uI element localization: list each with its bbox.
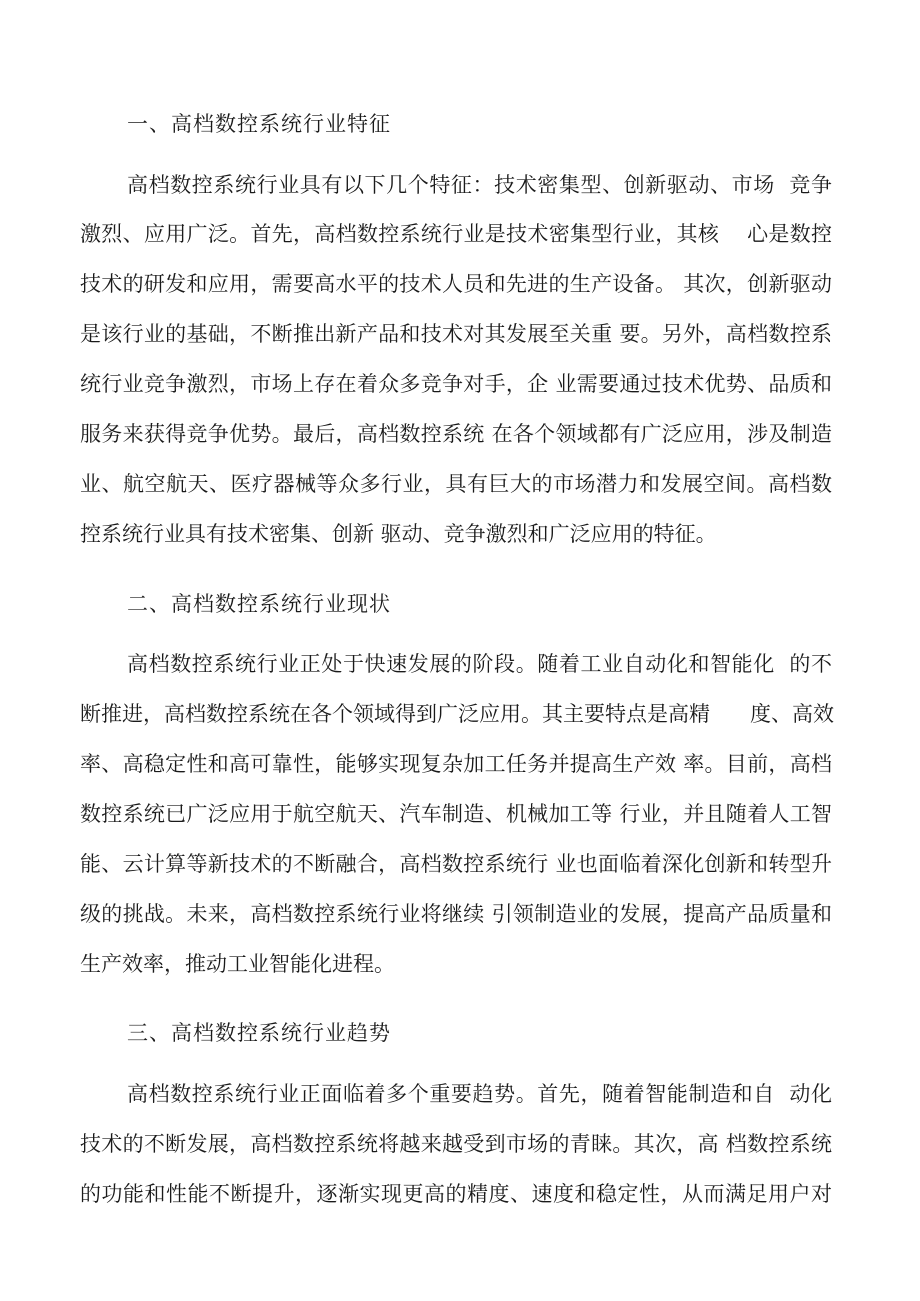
section-1-line-2: 激烈、应用广泛。首先，高档数控系统行业是技术密集型行业，其核 心是数控 bbox=[80, 222, 832, 246]
section-1-line-1: 高档数控系统行业具有以下几个特征：技术密集型、创新驱动、市场 竞争 bbox=[127, 173, 832, 197]
section-2-line-4: 数控系统已广泛应用于航空航天、汽车制造、机械加工等 行业，并且随着人工智 bbox=[80, 802, 832, 826]
section-1-heading: 一、高档数控系统行业特征 bbox=[127, 112, 391, 136]
section-1-line-3: 技术的研发和应用，需要高水平的技术人员和先进的生产设备。 其次，创新驱动 bbox=[80, 272, 832, 296]
section-2-line-2: 断推进，高档数控系统在各个领域得到广泛应用。其主要特点是高精 度、高效 bbox=[80, 702, 835, 726]
section-1-line-7: 业、航空航天、医疗器械等众多行业，具有巨大的市场潜力和发展空间。高档数 bbox=[80, 472, 832, 496]
section-3-heading: 三、高档数控系统行业趋势 bbox=[127, 1021, 391, 1045]
section-3-line-1: 高档数控系统行业正面临着多个重要趋势。首先，随着智能制造和自 动化 bbox=[127, 1082, 832, 1106]
section-3-line-3: 的功能和性能不断提升，逐渐实现更高的精度、速度和稳定性，从而满足用户对 bbox=[80, 1182, 832, 1206]
section-2-line-7: 生产效率，推动工业智能化进程。 bbox=[80, 952, 395, 976]
section-2-heading: 二、高档数控系统行业现状 bbox=[127, 592, 391, 616]
section-2-line-6: 级的挑战。未来，高档数控系统行业将继续 引领制造业的发展，提高产品质量和 bbox=[80, 902, 832, 926]
section-2-line-5: 能、云计算等新技术的不断融合，高档数控系统行 业也面临着深化创新和转型升 bbox=[80, 852, 832, 876]
section-2-line-1: 高档数控系统行业正处于快速发展的阶段。随着工业自动化和智能化 的不 bbox=[127, 652, 832, 676]
section-3-line-2: 技术的不断发展，高档数控系统将越来越受到市场的青睐。其次，高 档数控系统 bbox=[80, 1132, 832, 1156]
section-1-line-5: 统行业竞争激烈，市场上存在着众多竞争对手，企 业需要通过技术优势、品质和 bbox=[80, 372, 832, 396]
section-2-line-3: 率、高稳定性和高可靠性，能够实现复杂加工任务并提高生产效 率。目前，高档 bbox=[80, 752, 832, 776]
section-1-line-6: 服务来获得竞争优势。最后，高档数控系统 在各个领域都有广泛应用，涉及制造 bbox=[80, 422, 832, 446]
section-1-line-8: 控系统行业具有技术密集、创新 驱动、竞争激烈和广泛应用的特征。 bbox=[80, 522, 717, 546]
section-1-line-4: 是该行业的基础，不断推出新产品和技术对其发展至关重 要。另外，高档数控系 bbox=[80, 322, 832, 346]
